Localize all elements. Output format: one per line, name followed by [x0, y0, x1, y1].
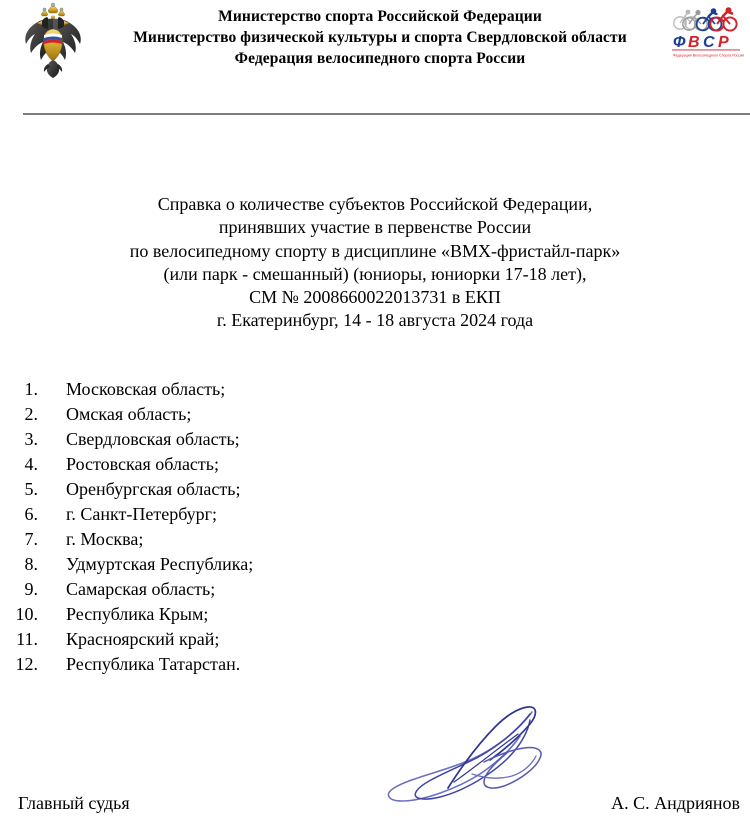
list-item — [0, 477, 750, 502]
signer-role: Главный судья — [18, 793, 130, 813]
list-item-label: Республика Татарстан. — [66, 654, 241, 674]
list-item — [0, 502, 750, 527]
list-item — [0, 602, 750, 627]
list-item-label: Удмуртская Республика; — [66, 554, 254, 574]
region-list — [0, 377, 750, 677]
document-header — [0, 0, 750, 100]
svg-text:Ф: Ф — [673, 34, 686, 51]
list-item-label: г. Москва; — [66, 529, 144, 549]
list-item-label: Омская область; — [66, 404, 192, 424]
list-item — [0, 627, 750, 652]
list-item-number: 6. — [24, 504, 38, 524]
handwritten-signature — [380, 700, 590, 805]
title-line-5: СМ № 2008660022013731 в ЕКП — [249, 287, 501, 308]
list-item — [0, 552, 750, 577]
list-item-label: Московская область; — [66, 379, 226, 399]
signer-name: А. С. Андриянов — [611, 793, 740, 813]
list-item — [0, 427, 750, 452]
header-line-3: Федерация велосипедного спорта России — [234, 50, 526, 67]
title-line-6: г. Екатеринбург, 14 - 18 августа 2024 года — [216, 310, 534, 331]
svg-text:Федерация Велосипедного Спорта: Федерация Велосипедного Спорта России — [673, 53, 744, 58]
list-item — [0, 527, 750, 552]
list-item-number: 5. — [24, 479, 38, 499]
list-item-label: Красноярский край; — [66, 629, 220, 649]
list-item-label: Оренбургская область; — [66, 479, 241, 499]
title-line-1: Справка о количестве субъектов Российской Федерации, — [157, 194, 593, 214]
document-footer — [0, 791, 750, 819]
document-title-block — [0, 193, 750, 333]
list-item-number: 3. — [24, 429, 38, 449]
list-item-number: 2. — [24, 404, 38, 424]
list-item-number: 9. — [24, 579, 38, 599]
list-item-number: 12. — [15, 654, 38, 674]
svg-text:Р: Р — [718, 34, 730, 51]
russian-double-headed-eagle-emblem — [22, 2, 84, 78]
header-title-lines — [90, 6, 670, 69]
list-item — [0, 577, 750, 602]
list-item-number: 4. — [24, 454, 38, 474]
title-line-3: по велосипедному спорту в дисциплине «BMX-фристайл-парк» — [129, 240, 621, 261]
list-item-number: 8. — [24, 554, 38, 574]
list-item-number: 11. — [16, 629, 38, 649]
title-line-2: принявших участие в первенстве России — [218, 217, 532, 238]
list-item-label: Ростовская область; — [66, 454, 219, 474]
list-item — [0, 652, 750, 677]
list-item — [0, 377, 750, 402]
header-line-2: Министерство физической культуры и спорта Свердловской области — [133, 29, 627, 46]
list-item-label: Республика Крым; — [66, 604, 209, 624]
russian-cycling-federation-logo — [670, 6, 744, 60]
header-line-1: Министерство спорта Российской Федерации — [218, 8, 542, 25]
list-item-number: 1. — [24, 379, 38, 399]
list-item — [0, 402, 750, 427]
list-item-number: 7. — [24, 529, 38, 549]
list-item-label: Свердловская область; — [66, 429, 240, 449]
list-item-label: г. Санкт-Петербург; — [66, 504, 218, 524]
list-item-number: 10. — [15, 604, 38, 624]
list-item-label: Самарская область; — [66, 579, 216, 599]
header-divider-rule — [23, 113, 750, 115]
title-line-4: (или парк - смешанный) (юниоры, юниорки 17-18 лет), — [163, 263, 587, 284]
svg-text:С: С — [703, 34, 716, 51]
list-item — [0, 452, 750, 477]
svg-text:В: В — [688, 34, 701, 51]
